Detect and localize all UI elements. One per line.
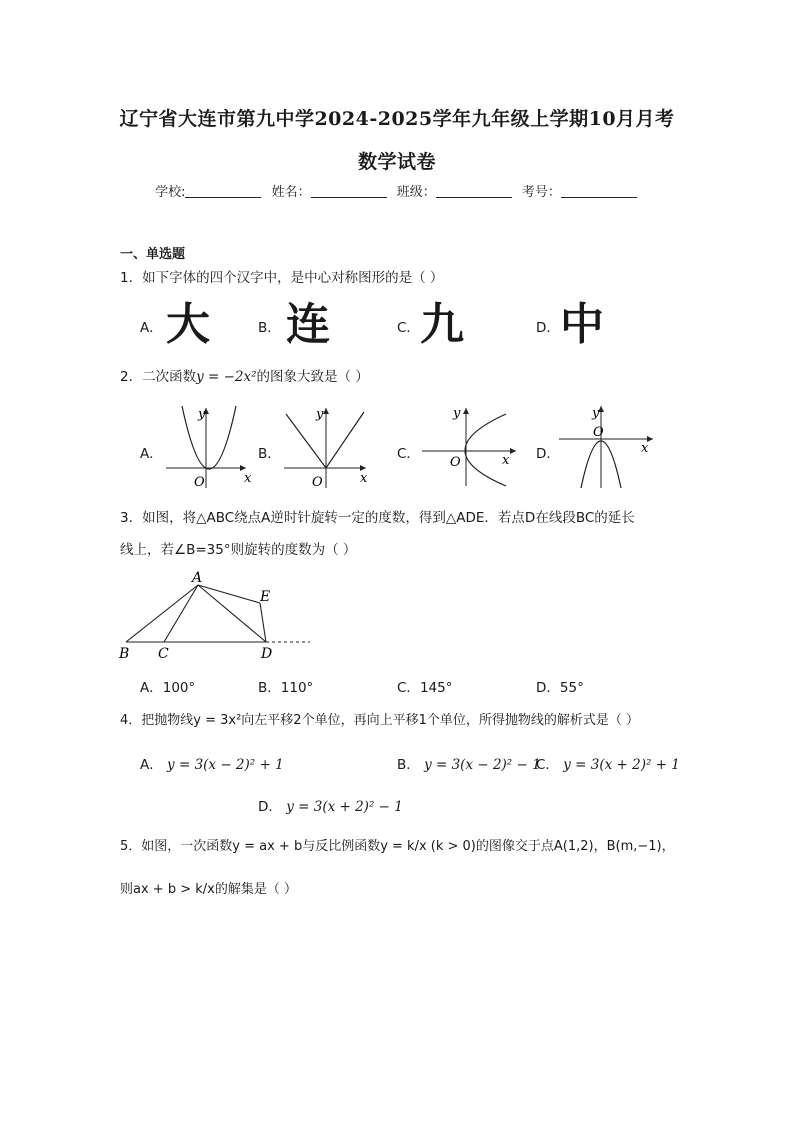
q2d-x-label: x (641, 441, 649, 456)
q2-stem-pre: 2．二次函数 (120, 369, 197, 385)
q1-option-b-char: 连 (286, 299, 330, 350)
q2-graph-b (280, 402, 380, 492)
q2a-origin-label: O (194, 475, 205, 490)
q2-graph-c (420, 402, 530, 492)
q2-graph-d (555, 402, 665, 492)
field-number-label: 考号： (521, 185, 561, 200)
q2a-y-label: y (198, 407, 206, 422)
q3-rotation-figure (115, 568, 315, 663)
q1-option-a-char: 大 (166, 299, 210, 350)
q2d-origin-label: O (593, 425, 604, 440)
q1-option-a-label: A． (140, 320, 163, 336)
q3-option-c: C．145° (397, 680, 453, 696)
q2b-origin-label: O (312, 475, 323, 490)
q3-option-b: B．110° (258, 680, 314, 696)
field-class-label: 班级： (396, 185, 436, 200)
q4-option-c: C． y = 3(x + 2)² + 1 (536, 757, 680, 773)
q1-option-d-char: 中 (560, 299, 604, 350)
q2-stem-math: y = −2x² (196, 369, 257, 385)
q2-option-a-label: A． (140, 446, 163, 462)
q1-option-d-label: D． (536, 320, 560, 336)
q3-point-b: B (119, 646, 130, 662)
q3-point-d: D (261, 646, 273, 662)
q4-stem: 4．把抛物线y = 3x²向左平移2个单位，再向上平移1个单位，所得抛物线的解析式是（ ） (120, 713, 639, 728)
q5-stem-line1: 5．如图，一次函数y = ax + b与反比例函数y = k/x (k > 0)的图像交于点A(1,2)，B(m,−1)， (120, 839, 675, 854)
q3-point-e: E (260, 589, 271, 605)
q2-option-b-label: B． (258, 446, 281, 462)
q3-stem-line2: 线上，若∠B=35°则旋转的度数为（ ） (120, 542, 357, 558)
q3-point-c: C (158, 646, 169, 662)
q2c-y-label: y (453, 406, 461, 421)
exam-subtitle: 数学试卷 (357, 151, 436, 173)
q2a-x-label: x (244, 471, 252, 486)
q2-option-d-label: D． (536, 446, 560, 462)
field-class-blank[interactable] (436, 183, 512, 198)
field-school-label: 学校: (155, 185, 186, 200)
q4-option-b: B． y = 3(x − 2)² − 1 (397, 757, 541, 773)
q1-stem: 1．如下字体的四个汉字中，是中心对称图形的是（ ） (120, 270, 444, 286)
student-info-fields (0, 181, 794, 200)
section-heading: 一、单选题 (120, 247, 186, 262)
q2b-x-label: x (360, 471, 368, 486)
q2d-y-label: y (592, 406, 600, 421)
q3-option-a: A．100° (140, 680, 196, 696)
q4-option-a: A． y = 3(x − 2)² + 1 (140, 757, 284, 773)
q5-stem-line2: 则ax + b > k/x的解集是（ ） (120, 882, 297, 897)
q1-option-c-char: 九 (420, 299, 464, 350)
q4-option-d: D． y = 3(x + 2)² − 1 (258, 799, 403, 815)
q2-stem-post: 的图象大致是（ ） (256, 369, 369, 385)
field-number-blank[interactable] (561, 183, 637, 198)
field-name-label: 姓名： (271, 185, 311, 200)
q1-option-b-label: B． (258, 320, 281, 336)
q2-option-c-label: C． (397, 446, 420, 462)
field-school-blank[interactable] (185, 183, 261, 198)
q2-graph-a (160, 402, 260, 492)
q2c-x-label: x (502, 453, 510, 468)
q1-option-c-label: C． (397, 320, 420, 336)
field-name-blank[interactable] (311, 183, 387, 198)
q3-point-a: A (192, 570, 203, 586)
q2c-origin-label: O (450, 455, 461, 470)
q2b-y-label: y (316, 407, 324, 422)
q3-option-d: D．55° (536, 680, 584, 696)
q3-stem-line1: 3．如图，将△ABC绕点A逆时针旋转一定的度数，得到△ADE．若点D在线段BC的延长 (120, 510, 635, 526)
q2-stem (120, 367, 369, 387)
exam-title: 辽宁省大连市第九中学2024-2025学年九年级上学期10月月考 (119, 108, 675, 130)
